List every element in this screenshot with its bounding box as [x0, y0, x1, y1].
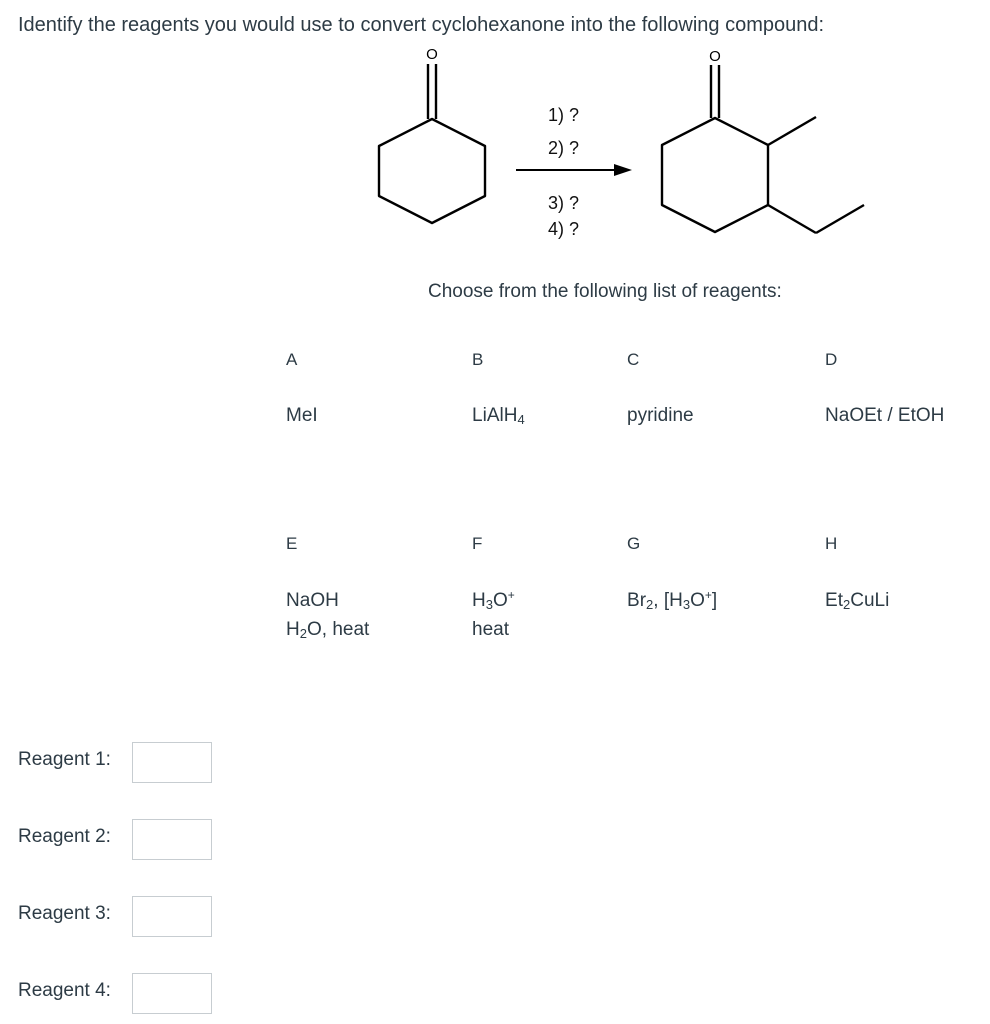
condition-3: 3) ?: [548, 193, 580, 213]
ethyl-bond-2: [816, 205, 864, 233]
condition-1: 1) ?: [548, 105, 580, 125]
reagent-e-formula: [286, 586, 369, 644]
condition-4: 4) ?: [548, 219, 580, 239]
reagent-letter-b: B: [472, 350, 484, 369]
reagent-d-formula: NaOEt / EtOH: [825, 405, 945, 426]
choose-instructions: Choose from the following list of reagents:: [428, 281, 782, 302]
reagent-1-input[interactable]: [132, 742, 212, 783]
product-oxygen: O: [709, 48, 721, 65]
reagent-letter-h: H: [825, 534, 838, 553]
methyl-bond: [768, 117, 816, 145]
product-ring: [662, 118, 768, 232]
reagent-3-label: Reagent 3:: [18, 903, 111, 924]
reagent-e-line1: NaOH: [286, 590, 339, 611]
reagent-f-line2: heat: [472, 619, 510, 640]
reagent-4-input[interactable]: [132, 973, 212, 1014]
reagent-f-line1: $H_3O^+$: [472, 588, 515, 612]
reagent-letter-g: G: [627, 534, 641, 553]
reaction-arrow-head: [614, 164, 632, 176]
reagent-1-label: Reagent 1:: [18, 749, 111, 770]
reagent-e-line2: $H_2O$, heat: [286, 619, 370, 641]
reagent-letter-a: A: [286, 350, 298, 369]
reagent-g-formula: $Br_2$, $[H_3O^+]$: [627, 588, 718, 612]
cyclohexanone-structure: [379, 64, 485, 223]
reagent-2-label: Reagent 2:: [18, 826, 111, 847]
start-oxygen: O: [426, 46, 438, 63]
condition-2: 2) ?: [548, 138, 580, 158]
reagent-f-formula: [472, 586, 515, 644]
reagent-letter-d: D: [825, 350, 838, 369]
reagent-3-input[interactable]: [132, 896, 212, 937]
reaction-scheme: [0, 0, 990, 280]
cyclohexanone-ring: [379, 119, 485, 223]
reagent-b-formula: LiAlH$_4$: [472, 405, 525, 427]
product-structure: [662, 65, 864, 233]
reagent-a-formula: MeI: [286, 405, 318, 426]
reagent-c-formula: pyridine: [627, 405, 694, 426]
reagent-letter-e: E: [286, 534, 298, 553]
reagent-letter-c: C: [627, 350, 640, 369]
ethyl-bond-1: [768, 205, 816, 233]
reagent-4-label: Reagent 4:: [18, 980, 111, 1001]
reagent-2-input[interactable]: [132, 819, 212, 860]
question-text: Identify the reagents you would use to convert cyclohexanone into the following compound:: [18, 14, 825, 36]
reagent-letter-f: F: [472, 534, 483, 553]
reagent-h-formula: $Et_2CuLi$: [825, 590, 890, 612]
